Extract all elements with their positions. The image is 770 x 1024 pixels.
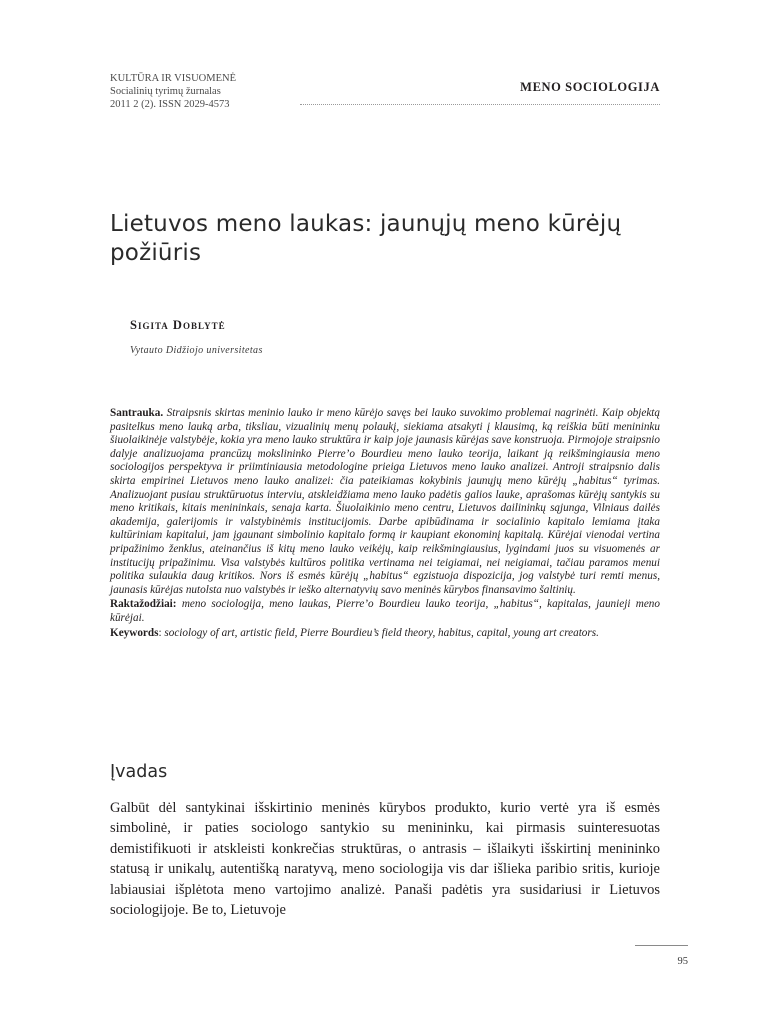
section-label: MENO SOCIOLOGIJA (520, 80, 660, 94)
keywords-en-label: Keywords (110, 626, 159, 639)
intro-paragraph: Galbūt dėl santykinai išskirtinio meninės kūrybos produkto, kurio vertė yra iš esmės simbolinė, ir paties sociologo santykio su menininku, kai pirmasis suinteresuotas demistifikuoti ir atskleisti konkrečias struktūras, o antrasis – išlaikyti išskirtinį menininko statusą ir unikalų, autentišką naratyvą, meno sociologija vis dar išlieka paribio sritis, kurioje labiausiai išplėtota meno vartojimo analizė. Panaši padėtis yra susidariusi ir Lietuvos sociologijoje. Be to, Lietuvoje (110, 800, 660, 919)
keywords-en-colon: : (158, 626, 162, 639)
header-divider (300, 104, 660, 105)
journal-name: KULTŪRA IR VISUOMENĖ (110, 73, 237, 84)
page-number: 95 (677, 956, 688, 967)
journal-subtitle: Socialinių tyrimų žurnalas (110, 86, 221, 97)
author-affiliation: Vytauto Didžiojo universitetas (130, 345, 263, 356)
abstract-label: Santrauka. (110, 407, 164, 419)
journal-info (110, 72, 330, 111)
keywords-en-text: sociology of art, artistic field, Pierre Bourdieu’s field theory, habitus, capital, young art creators. (164, 626, 599, 639)
keywords-en (110, 627, 660, 641)
keywords-lt-label: Raktažodžiai: (110, 598, 177, 611)
article-title: Lietuvos meno laukas: jaunųjų meno kūrėjų požiūris (110, 211, 622, 266)
author-name: Sigita Doblytė (130, 318, 226, 332)
abstract-text: Straipsnis skirtas meninio lauko ir meno kūrėjo savęs bei lauko suvokimo problemai nagrinėti. Kaip objektą pasitelkus meno lauką arba, tiksliau, vizualinių menų polaukį, siekiama atsakyti į klausimą, ką reiškia būti menininku šiuolaikinėje valstybėje, kokia yra meno lauko struktūra ir kaip joje jaunasis kūrėjas save konstruoja. Pirmojoje straipsnio dalyje analizuojama prancūzų mokslininko Pierre’o Bourdieu meno lauko teorija, laikant ją reikšmingiausia meno sociologijos perspektyva ir priimtiniausia metodologine prieiga Lietuvos meno lauko analizei. Antroji straipsnio dalis skirta empirinei Lietuvos meno lauko analizei: čia pateikiamas kokybinis jaunųjų meno kūrėjų „habitus“ tyrimas. Analizuojant pusiau struktūruotus interviu, atskleidžiama meno lauko padėtis galios lauke, aprašomas kūrėjų santykis su meno kritikais, kitais menininkais, senaja karta. Šiuolaikinio meno centru, Lietuvos dailininkų sąjunga, Vilniaus dailės akademija, galerijomis ir valstybinėmis institucijomis. Darbe apibūdinama ir socialinio kapitalo lemiama įtaka kultūriniam kapitalui, jam įgaunant simbolinio kapitalo formą ir kaupiant ekonominį kapitalą. Kūrėjai vienodai vertina pripažinimo ženklus, ateinančius iš kitų meno lauko veikėjų, kaip reikšmingiausius, lygindami juos su visuomenės ar institucijų pripažinimu. Visa valstybės kultūros politika vertinama nei teigiamai, nei neigiamai, tačiau paramos menui politika sulaukia daug kritikos. Nors iš esmės kūrėjų „habitus“ egzistuoja dispozicija, jog valstybė turi remti menus, jaunasis kūrėjas nutolsta nuo valstybės ir ieško alternatyvių savo meninės kūrybos finansavimo šaltinių. (110, 407, 661, 596)
journal-issue: 2011 2 (2). ISSN 2029-4573 (110, 99, 230, 110)
abstract (110, 407, 660, 641)
abstract-paragraph (110, 407, 660, 597)
keywords-lt-text: meno sociologija, meno laukas, Pierre’o Bourdieu lauko teorija, „habitus“, kapitalas, jaunieji meno kūrėjai. (110, 598, 660, 624)
footer-divider (635, 945, 688, 946)
section-heading-intro: Įvadas (110, 762, 168, 782)
keywords-lt (110, 598, 660, 625)
